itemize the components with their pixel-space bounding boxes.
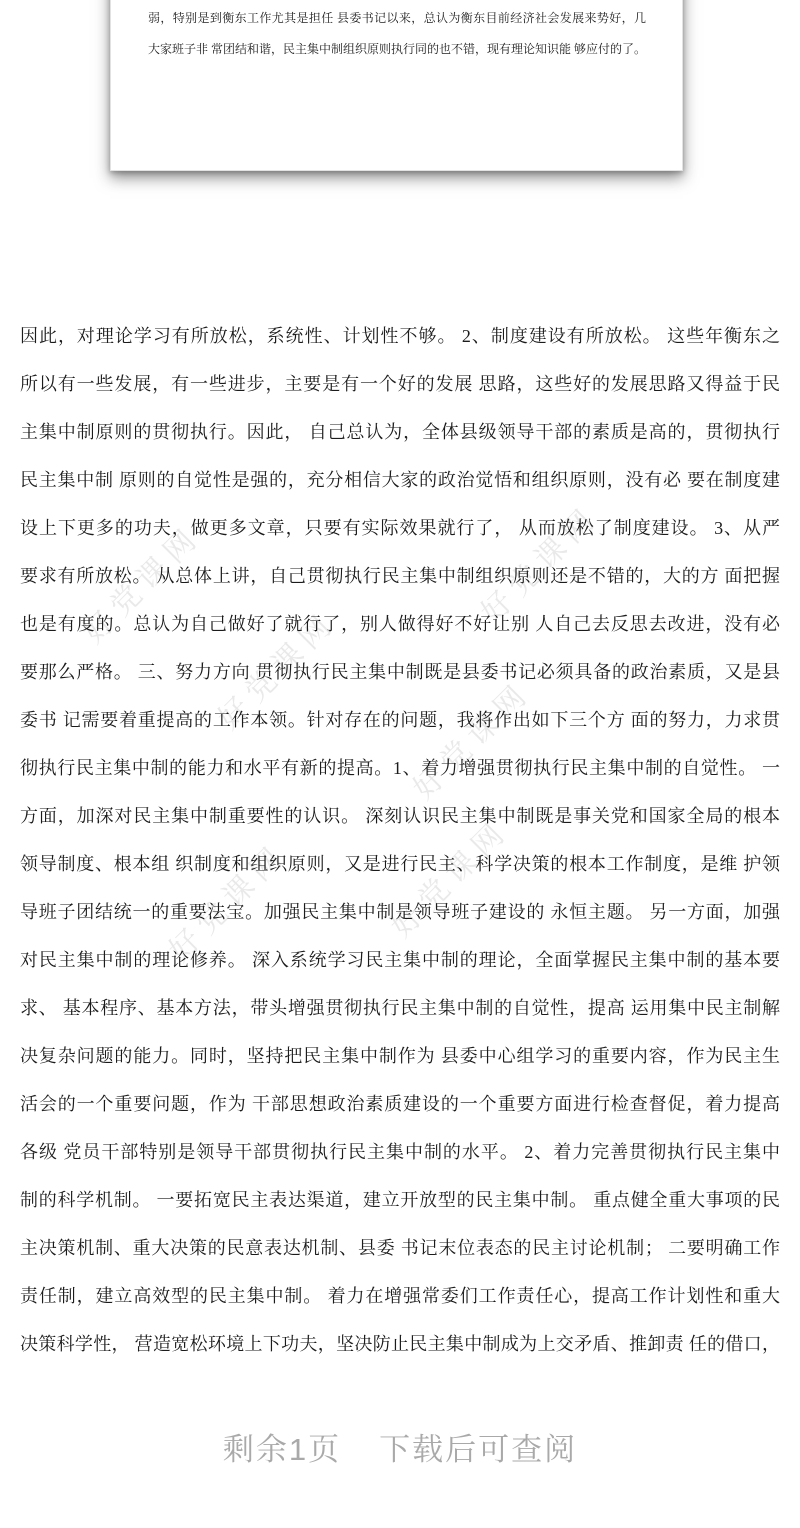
doc-text-line: 所以有一些发展，有一些进步，主要是有一个好的发展 思路，这些好的发展思路又得益于民 [20, 374, 780, 394]
doc-text-line: 领导制度、根本组 织制度和组织原则，又是进行民主、科学决策的根本工作制度，是维 护领 [20, 854, 780, 874]
remaining-pages-notice [0, 1424, 800, 1469]
doc-text-line: 彻执行民主集中制的能力和水平有新的提高。1、着力增强贯彻执行民主集中制的自觉性。 一 [20, 758, 780, 778]
document-body-text [20, 312, 780, 1368]
doc-text-line: 对民主集中制的理论修养。 深入系统学习民主集中制的理论，全面掌握民主集中制的基本要 [20, 950, 780, 970]
doc-text-line: 各级 党员干部特别是领导干部贯彻执行民主集中制的水平。 2、着力完善贯彻执行民主集中 [20, 1142, 780, 1162]
watermark-text: 好党课网 [407, 675, 538, 806]
watermark-text: 好党课网 [212, 605, 343, 736]
doc-text-line: 设上下更多的功夫，做更多文章，只要有实际效果就行了， 从而放松了制度建设。 3、从严 [20, 518, 780, 538]
doc-text-line: 主集中制原则的贯彻执行。因此， 自己总认为，全体县级领导干部的素质是高的，贯彻执行 [20, 422, 780, 442]
watermark-text: 好党课网 [77, 519, 208, 650]
preview-text-line: 弱，特别是到衡东工作尤其是担任 县委书记以来，总认为衡东目前经济社会发展来势好，几 [148, 11, 646, 25]
watermark-text: 好党课网 [385, 813, 516, 944]
doc-text-line: 民主集中制 原则的自觉性是强的，充分相信大家的政治觉悟和组织原则，没有必 要在制度建 [20, 470, 780, 490]
watermark-text: 好党课网 [475, 499, 606, 630]
doc-text-line: 也是有度的。总认为自己做好了就行了，别人做得好不好让别 人自己去反思去改进，没有必 [20, 614, 780, 634]
preview-text-line: 大家班子非 常团结和谐，民主集中制组织原则执行同的也不错，现有理论知识能 够应付的了。 [148, 42, 646, 56]
doc-text-line: 制的科学机制。 一要拓宽民主表达渠道，建立开放型的民主集中制。 重点健全重大事项的民 [20, 1190, 780, 1210]
doc-text-line: 因此，对理论学习有所放松，系统性、计划性不够。 2、制度建设有所放松。 这些年衡东之 [20, 326, 780, 346]
doc-text-line: 要那么严格。 三、努力方向 贯彻执行民主集中制既是县委书记必须具备的政治素质，又是县 [20, 662, 780, 682]
doc-text-line: 决策科学性， 营造宽松环境上下功夫，坚决防止民主集中制成为上交矛盾、推卸责 任的借口， [20, 1334, 780, 1354]
watermark-text: 好党课网 [163, 837, 294, 968]
doc-text-line: 活会的一个重要问题，作为 干部思想政治素质建设的一个重要方面进行检查督促，着力提高 [20, 1094, 780, 1114]
doc-text-line: 决复杂问题的能力。同时，坚持把民主集中制作为 县委中心组学习的重要内容，作为民主生 [20, 1046, 780, 1066]
doc-text-line: 方面，加深对民主集中制重要性的认识。 深刻认识民主集中制既是事关党和国家全局的根本 [20, 806, 780, 826]
doc-text-line: 求、 基本程序、基本方法，带头增强贯彻执行民主集中制的自觉性，提高 运用集中民主制解 [20, 998, 780, 1018]
doc-text-line: 要求有所放松。 从总体上讲，自己贯彻执行民主集中制组织原则还是不错的，大的方 面把握 [20, 566, 780, 586]
doc-text-line: 主决策机制、重大决策的民意表达机制、县委 书记末位表态的民主讨论机制； 二要明确工作 [20, 1238, 780, 1258]
doc-text-line: 委书 记需要着重提高的工作本领。针对存在的问题，我将作出如下三个方 面的努力，力求贯 [20, 710, 780, 730]
doc-text-line: 责任制，建立高效型的民主集中制。 着力在增强常委们工作责任心，提高工作计划性和重大 [20, 1286, 780, 1306]
page-preview-content [111, 0, 682, 65]
page-preview-card[interactable] [110, 0, 683, 171]
remaining-pages-count: 剩余1页 [222, 1432, 342, 1467]
doc-text-line: 导班子团结统一的重要法宝。加强民主集中制是领导班子建设的 永恒主题。 另一方面，加强 [20, 902, 780, 922]
download-to-view-hint: 下载后可查阅 [379, 1432, 578, 1467]
